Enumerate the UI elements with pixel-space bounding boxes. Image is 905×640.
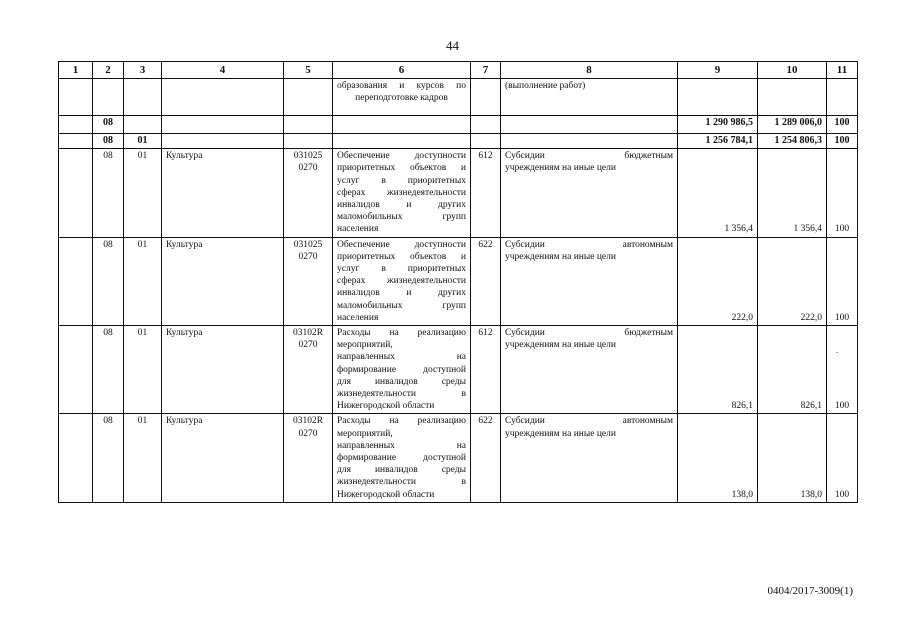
table-row [59,237,858,325]
expense-type-code: 612 [471,326,501,414]
actual-amount: 826,1 [758,326,827,414]
section-code: 08 [93,134,124,149]
header-row [59,62,858,79]
expense-description: Расходы на реализацию мероприятий, направленных на формирование доступной для инвалидов среды жизнедеятельности в Нижегородской области [333,414,471,502]
expense-description: Обеспечение доступности приоритетных объектов и услуг в приоритетных сферах жизнедеятельности инвалидов и других маломобильных групп населения [333,237,471,325]
planned-amount: 1 356,4 [678,149,758,237]
expense-description: Расходы на реализацию мероприятий, направленных на формирование доступной для инвалидов среды жизнедеятельности в Нижегородской области [333,326,471,414]
section-code: 08 [93,326,124,414]
column-header: 4 [162,62,284,79]
scan-speck [836,352,838,353]
total-row-subsection [59,134,858,149]
subsection-code: 01 [124,134,162,149]
continuation-row [59,79,858,116]
actual-amount: 138,0 [758,414,827,502]
total-row-section [59,116,858,134]
target-code: 03102R 0270 [284,414,333,502]
target-code: 031025 0270 [284,149,333,237]
percent: 100 [827,414,858,502]
planned-amount: 1 256 784,1 [678,134,758,149]
actual-amount: 222,0 [758,237,827,325]
percent: 100 [827,134,858,149]
column-header: 5 [284,62,333,79]
section-name: Культура [162,149,284,237]
column-header: 2 [93,62,124,79]
table-row [59,326,858,414]
column-header: 3 [124,62,162,79]
section-name: Культура [162,414,284,502]
subsection-code: 01 [124,326,162,414]
section-name: Культура [162,237,284,325]
expense-type-name: Субсидии автономным учреждениям на иные цели [501,414,678,502]
column-header: 8 [501,62,678,79]
table-row [59,149,858,237]
target-code: 031025 0270 [284,237,333,325]
continuation-description: образования и курсов по переподготовке кадров [333,79,471,116]
actual-amount: 1 289 006,0 [758,116,827,134]
planned-amount: 826,1 [678,326,758,414]
expense-type-code: 622 [471,414,501,502]
percent: 100 [827,116,858,134]
budget-table [58,61,858,503]
percent: 100 [827,237,858,325]
section-code: 08 [93,149,124,237]
column-header: 11 [827,62,858,79]
subsection-code: 01 [124,149,162,237]
page-number: 44 [446,38,459,53]
subsection-code: 01 [124,414,162,502]
column-header: 7 [471,62,501,79]
percent: 100 [827,326,858,414]
column-header: 1 [59,62,93,79]
expense-type-name: Субсидии бюджетным учреждениям на иные цели [501,326,678,414]
section-name: Культура [162,326,284,414]
document-code: 0404/2017-3009(1) [767,585,853,597]
expense-type-code: 622 [471,237,501,325]
section-code: 08 [93,237,124,325]
expense-type-name: Субсидии бюджетным учреждениям на иные цели [501,149,678,237]
column-header: 6 [333,62,471,79]
column-header: 9 [678,62,758,79]
planned-amount: 138,0 [678,414,758,502]
actual-amount: 1 254 806,3 [758,134,827,149]
column-header: 10 [758,62,827,79]
section-code: 08 [93,116,124,134]
section-code: 08 [93,414,124,502]
subsection-code: 01 [124,237,162,325]
planned-amount: 222,0 [678,237,758,325]
expense-description: Обеспечение доступности приоритетных объектов и услуг в приоритетных сферах жизнедеятельности инвалидов и других маломобильных групп населения [333,149,471,237]
planned-amount: 1 290 986,5 [678,116,758,134]
actual-amount: 1 356,4 [758,149,827,237]
expense-type-code: 612 [471,149,501,237]
target-code: 03102R 0270 [284,326,333,414]
table-row [59,414,858,502]
expense-type-name: Субсидии автономным учреждениям на иные цели [501,237,678,325]
continuation-kind: (выполнение работ) [501,79,678,116]
percent: 100 [827,149,858,237]
